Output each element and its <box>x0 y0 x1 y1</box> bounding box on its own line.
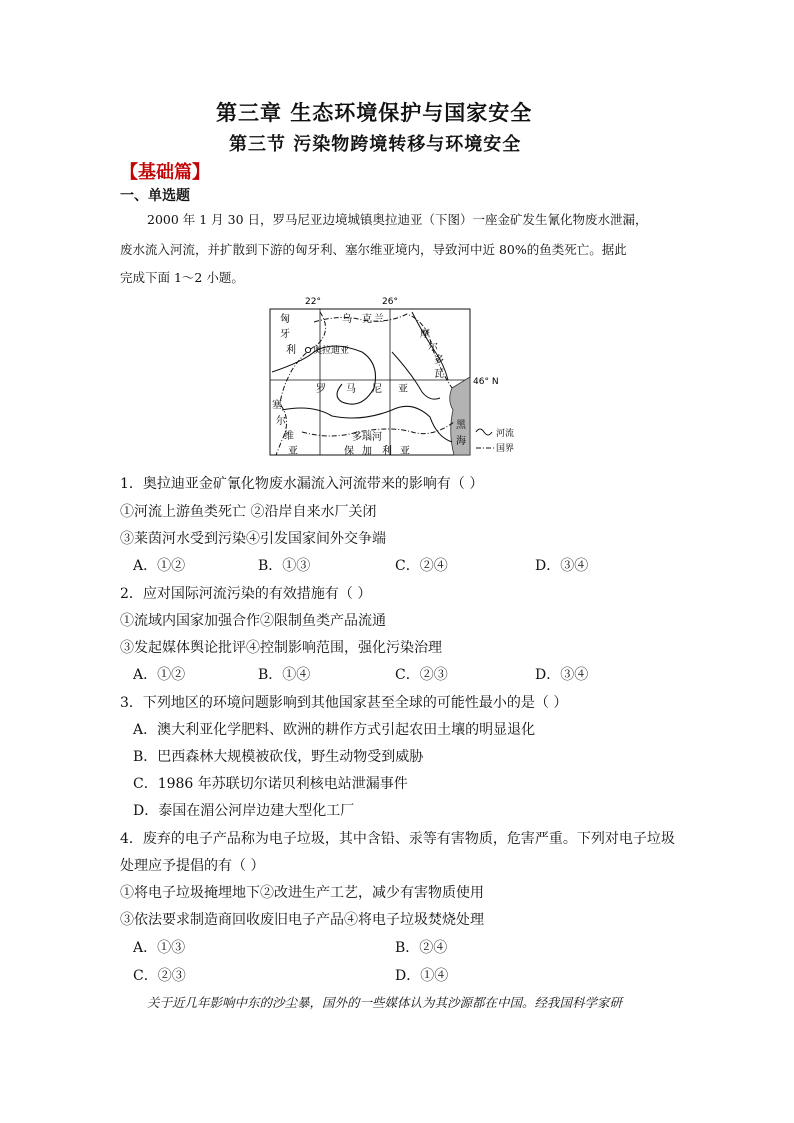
ukraine-char-3: 兰 <box>374 314 384 325</box>
moldova-char-3: 多 <box>434 355 444 366</box>
section-title: 第三节 污染物跨境转移与环境安全 <box>229 134 522 155</box>
q3-choice-c[interactable]: C．1986 年苏联切尔诺贝利核电站泄漏事件 <box>133 776 408 792</box>
romania-char-1: 罗 <box>316 384 326 395</box>
romania-char-3: 尼 <box>372 384 382 395</box>
q3-stem: 3．下列地区的环境问题影响到其他国家甚至全球的可能性最小的是（ ） <box>120 695 568 711</box>
hungary-char-3: 利 <box>286 345 296 356</box>
q2-options-line-2: ③发起媒体舆论批评④控制影响范围，强化污染治理 <box>120 640 442 656</box>
oradea-point <box>305 347 310 352</box>
q4-choice-c[interactable]: C．②③ <box>133 968 186 984</box>
moldova-char-1: 摩 <box>420 329 430 340</box>
ukraine-char-2: 克 <box>362 314 372 325</box>
q1-choice-d[interactable]: D．③④ <box>535 558 589 574</box>
q1-choice-b[interactable]: B．①③ <box>258 558 311 574</box>
serbia-char-2: 尔 <box>276 416 286 427</box>
q2-choice-c[interactable]: C．②③ <box>395 667 448 683</box>
serbia-char-4: 亚 <box>288 446 298 457</box>
romania-map-figure <box>262 292 532 464</box>
q2-choice-b[interactable]: B．①④ <box>258 667 311 683</box>
q4-options-line-1: ①将电子垃圾掩埋地下②改进生产工艺，减少有害物质使用 <box>120 885 484 901</box>
q4-choice-d[interactable]: D．①④ <box>395 968 449 984</box>
q1-choice-c[interactable]: C．②④ <box>395 558 448 574</box>
q4-stem-line-1: 4．废弃的电子产品称为电子垃圾，其中含铅、汞等有害物质，危害严重。下列对电子垃圾 <box>120 831 675 847</box>
hungary-char-1: 匈 <box>280 314 290 325</box>
q3-choice-d[interactable]: D．泰国在湄公河岸边建大型化工厂 <box>133 803 355 819</box>
legend-river-symbol <box>476 429 492 435</box>
lon-label-22: 22° <box>305 297 321 307</box>
oradea-label: 奥拉迪亚 <box>313 346 350 356</box>
lat-label-46: 46° N <box>473 377 499 387</box>
level-tag: 【基础篇】 <box>120 162 210 183</box>
lon-label-26: 26° <box>382 297 398 307</box>
q2-stem: 2．应对国际河流污染的有效措施有（ ） <box>120 586 372 602</box>
legend-border-label: 国界 <box>496 444 515 454</box>
legend-river-label: 河流 <box>496 429 515 439</box>
intro-line-3: 完成下面 1～2 小题。 <box>120 270 244 285</box>
bulgaria-char-2: 加 <box>362 446 372 457</box>
q2-options-line-1: ①流域内国家加强合作②限制鱼类产品流通 <box>120 613 386 629</box>
q4-options-line-2: ③依法要求制造商回收废旧电子产品④将电子垃圾焚烧处理 <box>120 912 484 928</box>
intro-line-1: 2000 年 1 月 30 日，罗马尼亚边境城镇奥拉迪亚（下图）一座金矿发生氰化物废水泄漏， <box>147 212 648 227</box>
serbia-char-3: 维 <box>284 431 294 442</box>
romania-char-2: 马 <box>346 384 356 395</box>
q4-choice-a[interactable]: A．①③ <box>133 940 186 956</box>
romania-char-4: 亚 <box>398 384 408 395</box>
q1-choice-a[interactable]: A．①② <box>133 558 186 574</box>
chapter-title: 第三章 生态环境保护与国家安全 <box>216 101 533 125</box>
part-heading: 一、单选题 <box>120 188 190 204</box>
danube-label: 多瑙河 <box>352 432 382 443</box>
trailing-paragraph-line: 关于近几年影响中东的沙尘暴，国外的一些媒体认为其沙源都在中国。经我国科学家研 <box>147 995 623 1010</box>
black-sea-char-1: 黑 <box>456 420 466 431</box>
bulgaria-char-3: 利 <box>382 446 392 457</box>
q1-stem: 1．奥拉迪亚金矿氰化物废水漏流入河流带来的影响有（ ） <box>120 476 484 492</box>
moldova-char-2: 尔 <box>428 342 438 353</box>
q4-stem-line-2: 处理应予提倡的有（ ） <box>120 858 265 874</box>
q3-choice-a[interactable]: A．澳大利亚化学肥料、欧洲的耕作方式引起农田土壤的明显退化 <box>133 722 536 738</box>
bulgaria-char-1: 保 <box>344 446 354 457</box>
ukraine-char-1: 乌 <box>342 314 352 325</box>
black-sea-char-2: 海 <box>456 436 466 447</box>
q2-choice-d[interactable]: D．③④ <box>535 667 589 683</box>
q3-choice-b[interactable]: B．巴西森林大规模被砍伐，野生动物受到威胁 <box>133 749 424 765</box>
q1-options-line-1: ①河流上游鱼类死亡 ②沿岸自来水厂关闭 <box>120 504 377 520</box>
q1-options-line-2: ③莱茵河水受到污染④引发国家间外交争端 <box>120 531 386 547</box>
serbia-char-1: 塞 <box>272 400 282 411</box>
q2-choice-a[interactable]: A．①② <box>133 667 186 683</box>
q4-choice-b[interactable]: B．②④ <box>395 940 448 956</box>
bulgaria-char-4: 亚 <box>400 446 410 457</box>
hungary-char-2: 牙 <box>280 329 290 340</box>
moldova-char-4: 瓦 <box>434 369 444 380</box>
intro-line-2: 废水流入河流，并扩散到下游的匈牙利、塞尔维亚境内，导致河中近 80%的鱼类死亡。据此 <box>120 242 627 257</box>
